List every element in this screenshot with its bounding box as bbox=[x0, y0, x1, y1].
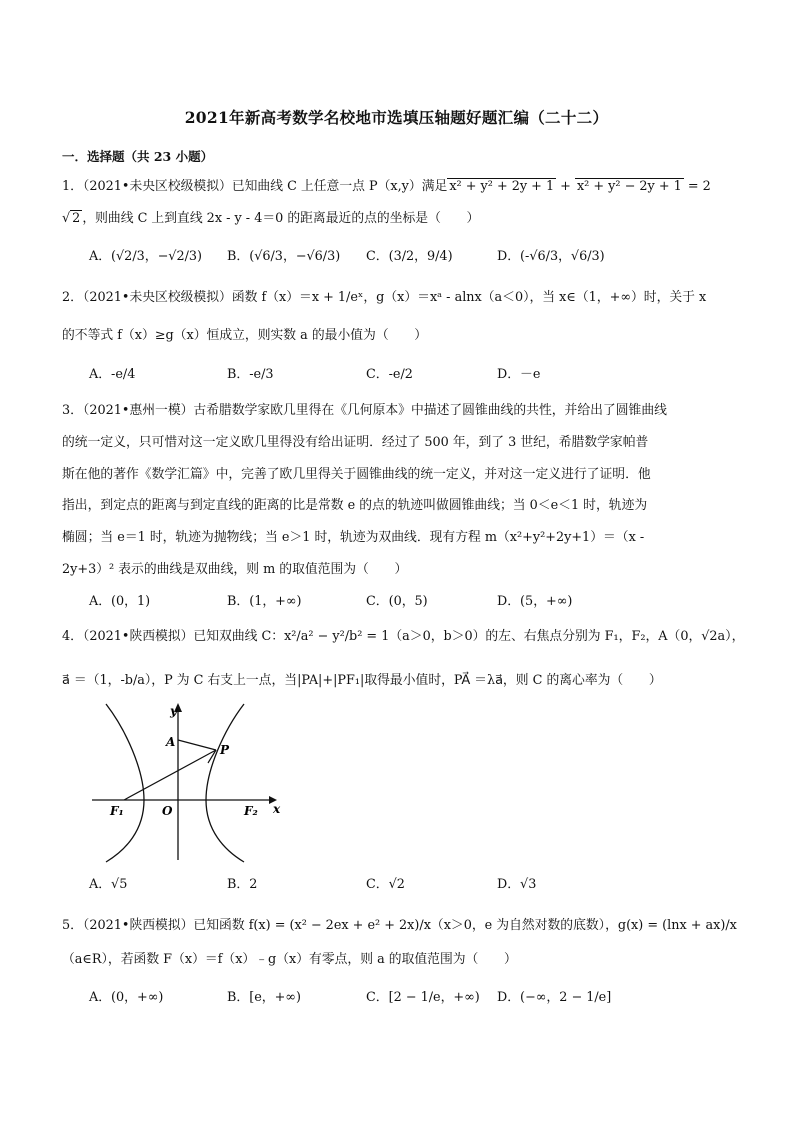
label-O: O bbox=[162, 804, 173, 818]
question-3-line-4: 指出，到定点的距离与到定直线的距离的比是常数 e 的点的轨迹叫做圆锥曲线；当 0＜e＜1 时，轨迹为 bbox=[62, 498, 648, 513]
question-5-line-2: （a∈R），若函数 F（x）＝f（x）﹣g（x）有零点，则 a 的取值范围为（ ） bbox=[62, 952, 517, 967]
q1-option-a: A．(√2/3，−√2/3) bbox=[89, 249, 203, 264]
segment-A-P bbox=[178, 740, 216, 750]
q2-option-b: B．-e/3 bbox=[227, 367, 274, 382]
label-A: A bbox=[166, 735, 176, 749]
question-3-line-2: 的统一定义，只可惜对这一定义欧几里得没有给出证明．经过了 500 年，到了 3 世纪，希腊数学家帕普 bbox=[62, 435, 649, 450]
question-3-line-5: 椭圆；当 e＝1 时，轨迹为抛物线；当 e＞1 时，轨迹为双曲线．现有方程 m（x²+y²+2y+1）＝（x - bbox=[62, 530, 645, 545]
section-heading: 一．选择题（共 23 小题） bbox=[62, 149, 214, 164]
question-2-line-2: 的不等式 f（x）≥g（x）恒成立，则实数 a 的最小值为（ ） bbox=[62, 328, 428, 343]
question-4-line-1: 4．（2021•陕西模拟）已知双曲线 C：x²/a² − y²/b² = 1（a＞0，b＞0）的左、右焦点分别为 F₁，F₂，A（0，√2a）， bbox=[62, 629, 745, 644]
label-F1: F₁ bbox=[110, 804, 124, 818]
question-1-line-2: √ 2 ，则曲线 C 上到直线 2x - y - 4＝0 的距离最近的点的坐标是（ ） bbox=[62, 211, 480, 226]
q3-option-d: D．(5，+∞) bbox=[497, 594, 573, 609]
q3-option-b: B．(1，+∞) bbox=[227, 594, 302, 609]
q4-option-b: B．2 bbox=[227, 877, 258, 892]
equals-two: = 2 bbox=[683, 179, 711, 194]
question-3-line-1: 3．（2021•惠州一模）古希腊数学家欧几里得在《几何原本》中描述了圆锥曲线的共性，并给出了圆锥曲线 bbox=[62, 403, 667, 418]
q4-option-c: C．√2 bbox=[366, 877, 405, 892]
q5-option-c: C．[2 − 1/e，+∞) bbox=[366, 990, 480, 1005]
q1-option-b: B．(√6/3，−√6/3) bbox=[227, 249, 341, 264]
label-x: x bbox=[273, 802, 281, 816]
sqrt-two: 2 bbox=[72, 211, 81, 226]
hyperbola-figure bbox=[84, 700, 294, 865]
q1-option-c: C．(3/2，9/4) bbox=[366, 249, 453, 264]
question-2-line-1: 2．（2021•未央区校级模拟）函数 f（x）＝x + 1/eˣ，g（x）＝xᵃ - alnx（a＜0），当 x∈（1，+∞）时，关于 x bbox=[62, 290, 707, 305]
q3-option-c: C．(0，5) bbox=[366, 594, 428, 609]
right-branch bbox=[206, 704, 244, 862]
q5-option-a: A．(0，+∞) bbox=[89, 990, 164, 1005]
q2-option-d: D．－e bbox=[497, 367, 541, 382]
question-5-line-1: 5．（2021•陕西模拟）已知函数 f(x) = (x² − 2ex + e² + 2x)/x（x＞0，e 为自然对数的底数），g(x) = (lnx + ax)/x bbox=[62, 918, 737, 933]
question-3-line-3: 斯在他的著作《数学汇篇》中，完善了欧几里得关于圆锥曲线的统一定义，并对这一定义进行了证明．他 bbox=[62, 467, 651, 482]
label-y: y bbox=[170, 704, 177, 718]
q2-option-c: C．-e/2 bbox=[366, 367, 413, 382]
question-1-line-1 bbox=[62, 178, 711, 196]
segment-F1-P bbox=[124, 750, 216, 800]
plus-sign: + bbox=[556, 179, 575, 194]
sqrt-expression-a: x² + y² + 2y + 1 bbox=[449, 179, 555, 194]
sqrt-expression-b: x² + y² − 2y + 1 bbox=[576, 179, 682, 194]
question-4-line-2: a⃗ ＝（1，-b/a），P 为 C 右支上一点，当|PA|+|PF₁|取得最小值时，PA⃗ ＝λa⃗，则 C 的离心率为（ ） bbox=[62, 673, 662, 688]
label-P: P bbox=[220, 743, 230, 757]
question-1-stem-2: ，则曲线 C 上到直线 2x - y - 4＝0 的距离最近的点的坐标是（ ） bbox=[82, 211, 480, 226]
left-branch bbox=[106, 704, 144, 862]
label-F2: F₂ bbox=[244, 804, 258, 818]
q5-option-d: D．(−∞，2 − 1/e] bbox=[497, 990, 612, 1005]
q4-option-a: A．√5 bbox=[89, 877, 128, 892]
q3-option-a: A．(0，1) bbox=[89, 594, 151, 609]
question-1-stem: 1．（2021•未央区校级模拟）已知曲线 C 上任意一点 P（x,y）满足 bbox=[62, 179, 448, 194]
q5-option-b: B．[e，+∞) bbox=[227, 990, 301, 1005]
question-3-line-6: 2y+3）² 表示的曲线是双曲线，则 m 的取值范围为（ ） bbox=[62, 562, 408, 577]
page-title: 2021年新高考数学名校地市选填压轴题好题汇编（二十二） bbox=[184, 108, 609, 127]
q2-option-a: A．-e/4 bbox=[89, 367, 136, 382]
q1-option-d: D．(-√6/3，√6/3) bbox=[497, 249, 605, 264]
q4-option-d: D．√3 bbox=[497, 877, 537, 892]
